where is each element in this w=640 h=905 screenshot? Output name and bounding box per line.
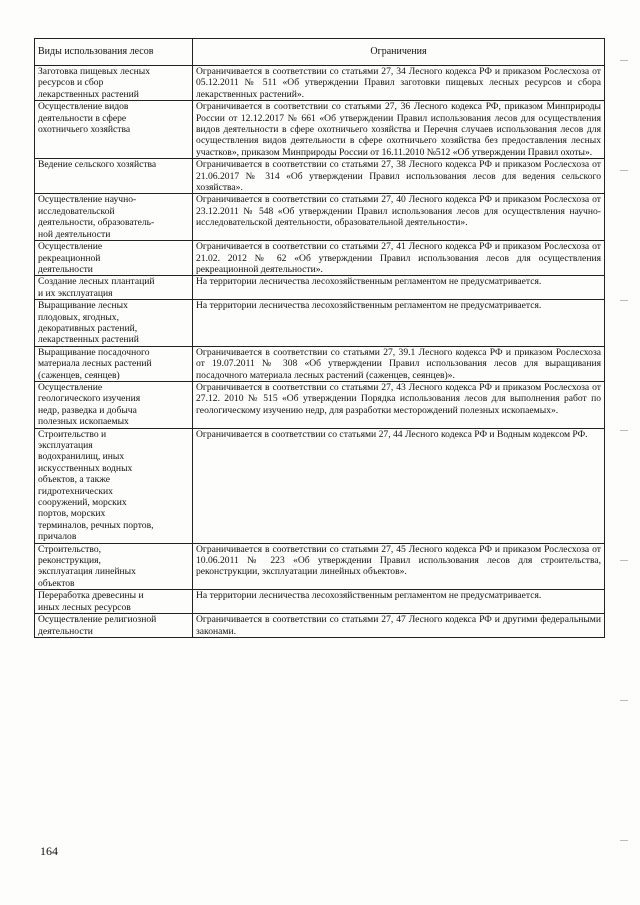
scan-edge-mark [620, 430, 628, 431]
scan-edge-mark [620, 300, 628, 301]
use-type-cell: Осуществление рекреационной деятельности [35, 241, 193, 276]
use-type-cell: Осуществление геологического изучения недр, разведка и добыча полезных ископаемых [35, 381, 193, 428]
restriction-cell: Ограничивается в соответствии со статьями 27, 40 Лесного кодекса РФ и приказом Рослесхоза от 23.12.2011 № 548 «Об утверждении Правил использования лесов для осуществления научно-исследовательской деятельности, образовательной деятельности». [193, 194, 605, 241]
column-header-restrictions: Ограничения [193, 39, 605, 66]
use-type-cell: Выращивание лесных плодовых, ягодных, декоративных растений, лекарственных растений [35, 300, 193, 347]
table-row [35, 428, 605, 543]
table-row [35, 300, 605, 347]
use-type-cell: Выращивание посадочного материала лесных растений (саженцев, сеянцев) [35, 346, 193, 381]
table-row [35, 346, 605, 381]
restriction-cell: Ограничивается в соответствии со статьями 27, 41 Лесного кодекса РФ и приказом Рослесхоза от 21.02. 2012 № 62 «Об утверждении Правил использования лесов для осуществления рекреационной деятельности». [193, 241, 605, 276]
table-row [35, 543, 605, 590]
restriction-cell: Ограничивается в соответствии со статьями 27, 43 Лесного кодекса РФ и приказом Рослесхоза от 27.12. 2010 № 515 «Об утверждении Порядка использования лесов для выполнения работ по геологическому изучению недр, для разработки месторождений полезных ископаемых». [193, 381, 605, 428]
table-row [35, 276, 605, 300]
table-header-row [35, 39, 605, 66]
restriction-cell: Ограничивается в соответствии со статьями 27, 36 Лесного кодекса РФ, приказом Минприроды России от 12.12.2017 № 661 «Об утверждении Правил использования лесов для осуществления видов деятельности в сфере охотничьего хозяйства и Перечня случаев использования лесов для осуществления видов деятельности в сфере охотничьего хозяйства без предоставления лесных участков», приказом Минприроды России от 16.11.2010 №512 «Об утверждении Правил охоты». [193, 101, 605, 159]
restriction-cell: Ограничивается в соответствии со статьями 27, 38 Лесного кодекса РФ и приказом Рослесхоза от 21.06.2017 № 314 «Об утверждении Правил использования лесов для ведения сельского хозяйства». [193, 159, 605, 194]
use-type-cell: Осуществление видов деятельности в сфере охотничьего хозяйства [35, 101, 193, 159]
table-row [35, 66, 605, 101]
use-type-cell: Ведение сельского хозяйства [35, 159, 193, 194]
scan-edge-mark [620, 170, 628, 171]
table-row [35, 590, 605, 614]
use-type-cell: Строительство и эксплуатация водохранилищ, иных искусственных водных объектов, а также гидротехнических сооружений, морских портов, морских терминалов, речных портов, причалов [35, 428, 193, 543]
use-type-cell: Создание лесных плантаций и их эксплуатация [35, 276, 193, 300]
restriction-cell: На территории лесничества лесохозяйственным регламентом не предусматривается. [193, 300, 605, 347]
table-row [35, 159, 605, 194]
scan-edge-mark [620, 60, 628, 61]
restriction-cell: Ограничивается в соответствии со статьями 27, 44 Лесного кодекса РФ и Водным кодексом РФ. [193, 428, 605, 543]
scan-edge-mark [620, 560, 628, 561]
restriction-cell: Ограничивается в соответствии со статьями 27, 45 Лесного кодекса РФ и приказом Рослесхоза от 10.06.2011 № 223 «Об утверждении Правил использования лесов для строительства, реконструкции, эксплуатации линейных объектов». [193, 543, 605, 590]
restriction-cell: На территории лесничества лесохозяйственным регламентом не предусматривается. [193, 590, 605, 614]
restriction-cell: Ограничивается в соответствии со статьями 27, 47 Лесного кодекса РФ и другими федеральными законами. [193, 614, 605, 638]
use-type-cell: Переработка древесины и иных лесных ресурсов [35, 590, 193, 614]
scan-edge-mark [620, 700, 628, 701]
restriction-cell: На территории лесничества лесохозяйственным регламентом не предусматривается. [193, 276, 605, 300]
restriction-cell: Ограничивается в соответствии со статьями 27, 34 Лесного кодекса РФ и приказом Рослесхоза от 05.12.2011 № 511 «Об утверждении Правил заготовки пищевых лесных ресурсов и сбора лекарственных растений». [193, 66, 605, 101]
use-type-cell: Заготовка пищевых лесных ресурсов и сбор лекарственных растений [35, 66, 193, 101]
column-header-use-type: Виды использования лесов [35, 39, 193, 66]
use-type-cell: Осуществление религиозной деятельности [35, 614, 193, 638]
table-row [35, 614, 605, 638]
page-number: 164 [40, 844, 58, 858]
use-type-cell: Строительство, реконструкция, эксплуатация линейных объектов [35, 543, 193, 590]
forest-use-restrictions-table [34, 38, 605, 638]
table-row [35, 194, 605, 241]
table-row [35, 101, 605, 159]
use-type-cell: Осуществление научно- исследовательской деятельности, образователь- ной деятельности [35, 194, 193, 241]
table-row [35, 381, 605, 428]
restriction-cell: Ограничивается в соответствии со статьями 27, 39.1 Лесного кодекса РФ и приказом Рослесхоза от 19.07.2011 № 308 «Об утверждении Правил использования лесов для выращивания посадочного материала лесных растений (саженцев, сеянцев)». [193, 346, 605, 381]
table-row [35, 241, 605, 276]
scan-edge-mark [620, 840, 628, 841]
